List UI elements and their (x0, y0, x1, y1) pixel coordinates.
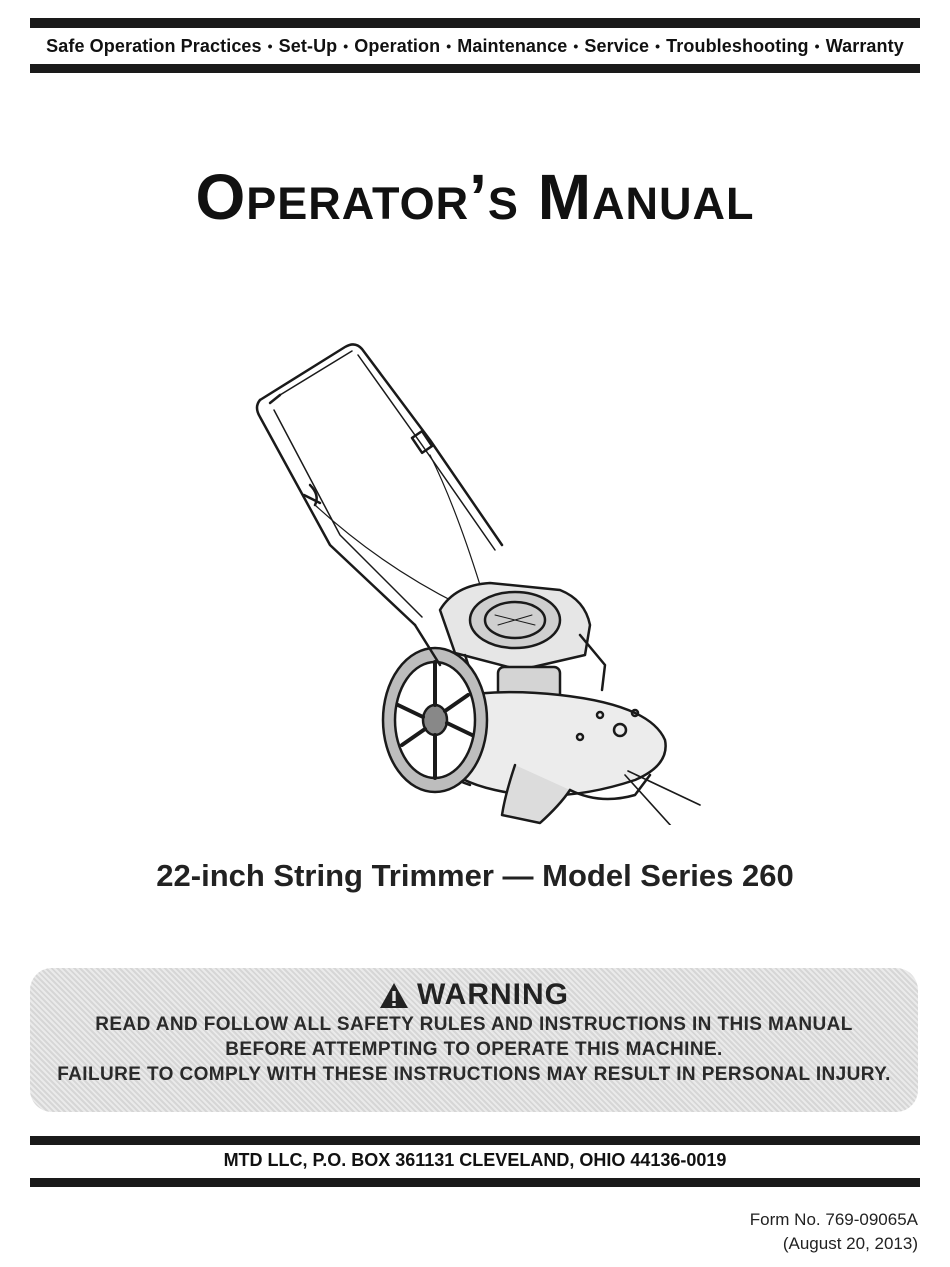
nav-separator: • (267, 38, 273, 54)
nav-separator: • (655, 38, 661, 54)
form-number: Form No. 769-09065A (749, 1210, 918, 1229)
warning-triangle-icon (379, 982, 409, 1009)
warning-heading-text: WARNING (417, 978, 569, 1011)
page-title: Operator’s Manual (195, 161, 755, 233)
warning-line: FAILURE TO COMPLY WITH THESE INSTRUCTIONS MAY RESULT IN PERSONAL INJURY. (57, 1064, 891, 1085)
string-trimmer-illustration (240, 335, 710, 825)
warning-box (30, 968, 918, 1112)
top-rule-upper (30, 18, 920, 28)
warning-line: BEFORE ATTEMPTING TO OPERATE THIS MACHINE. (225, 1039, 723, 1060)
nav-item-troubleshooting: Troubleshooting (666, 35, 809, 56)
warning-line: READ AND FOLLOW ALL SAFETY RULES AND INSTRUCTIONS IN THIS MANUAL (95, 1014, 853, 1035)
section-nav (30, 28, 920, 64)
company-address: MTD LLC, P.O. BOX 361131 CLEVELAND, OHIO 44136-0019 (223, 1150, 727, 1170)
nav-item-warranty: Warranty (825, 35, 904, 56)
bottom-rule-upper (30, 1136, 920, 1145)
product-subtitle: 22-inch String Trimmer — Model Series 260 (156, 858, 794, 893)
nav-separator: • (573, 38, 579, 54)
nav-separator: • (814, 38, 820, 54)
nav-separator: • (343, 38, 349, 54)
form-info (750, 1208, 918, 1256)
top-rule-lower (30, 64, 920, 73)
nav-item-set-up: Set-Up (278, 35, 338, 56)
nav-item-safe-operation: Safe Operation Practices (46, 35, 262, 56)
nav-item-service: Service (584, 35, 650, 56)
bottom-rule-lower (30, 1178, 920, 1187)
warning-heading (30, 978, 918, 1012)
nav-separator: • (446, 38, 452, 54)
nav-item-operation: Operation (354, 35, 441, 56)
nav-item-maintenance: Maintenance (457, 35, 568, 56)
form-date: (August 20, 2013) (782, 1234, 918, 1253)
